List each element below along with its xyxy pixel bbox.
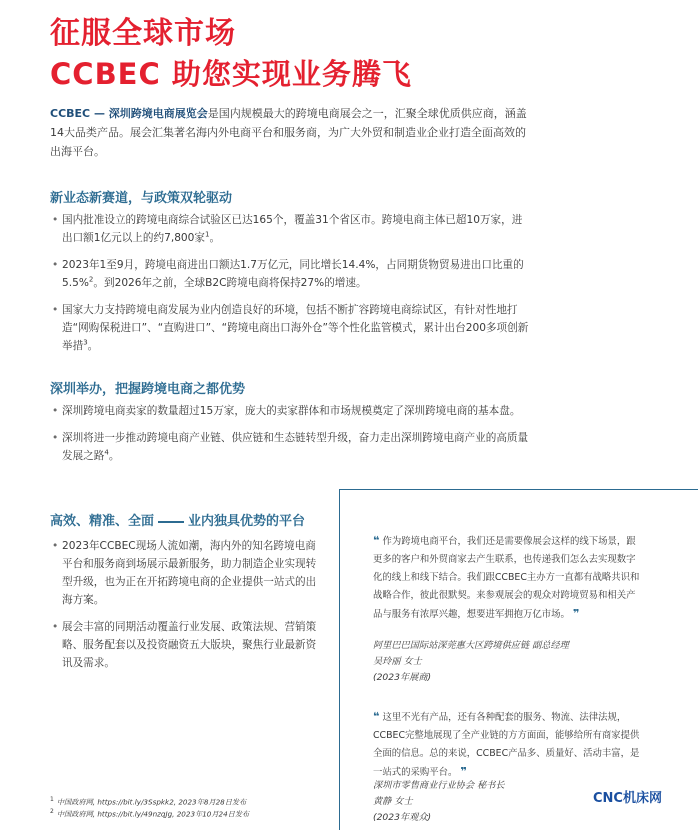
quote-open-icon: ❝ bbox=[373, 710, 380, 723]
testimonial-quote-1: ❝ 作为跨境电商平台，我们还是需要像展会这样的线下场景，跟更多的客户和外贸商家去产生联系，也传递我们怎么去实现数字化的线上和线下结合。我们跟CCBEC主办方一直都有战略共识和战略合作，彼此很默契。来参观展会的观众对跨境贸易和相关产品与服务有浓厚兴趣，想要进军拥抱万亿市场。 ❞ bbox=[373, 534, 640, 620]
section1-heading: 新业态新赛道，与政策双轮驱动 bbox=[50, 191, 233, 206]
list-item: • 国家大力支持跨境电商发展为业内创造良好的环境，包括不断扩容跨境电商综试区，有针对性地打造“网购保税进口”、“直购进口”、“跨境电商出口海外仓”等个性化监管模式，累计出台200多项创新举措$^3$。 bbox=[50, 301, 530, 355]
page-title-line1: 征服全球市场 bbox=[50, 16, 236, 51]
section3-heading bbox=[50, 510, 305, 529]
intro-lead: CCBEC — 深圳跨境电商展览会 bbox=[50, 107, 208, 120]
intro-text: 是国内规模最大的跨境电商展会之一，汇聚全球优质供应商，涵盖14大品类产品。展会汇集著名海内外电商平台和服务商，为广大外贸和制造业企业打造全面高效的出海平台。 bbox=[50, 107, 527, 158]
footnote-2: $^2$ 中国政府网, https://bit.ly/49nzqJg, 2023年10月24日发布 bbox=[50, 808, 250, 819]
quote-close-icon: ❞ bbox=[572, 607, 580, 620]
section2-list bbox=[50, 402, 530, 474]
list-item: • 2023年CCBEC现场人流如潮，海内外的知名跨境电商平台和服务商到场展示最新服务，助力制造企业实现转型升级，也为正在开拓跨境电商的企业提供一站式的出海方案。 bbox=[50, 537, 320, 609]
page-title-line2: CCBEC 助您实现业务腾飞 bbox=[50, 57, 412, 91]
section3-heading-left: 高效、精准、全面 bbox=[50, 514, 155, 529]
site-watermark: CNC机床网 bbox=[593, 791, 662, 806]
list-item: • 深圳将进一步推动跨境电商产业链、供应链和生态链转型升级，奋力走出深圳跨境电商产业的高质量发展之路$^4$。 bbox=[50, 429, 530, 465]
footnote-1: $^1$ 中国政府网, https://bit.ly/3Sspkk2, 2023年8月28日发布 bbox=[50, 796, 247, 807]
testimonial-attribution-2: 深圳市零售商业行业协会 秘书长 黄静 女士 (2023年观众) bbox=[373, 780, 505, 823]
quote-open-icon: ❝ bbox=[373, 534, 380, 547]
testimonial-attribution-1: 阿里巴巴国际站深莞惠大区跨境供应链 副总经理 吴玲丽 女士 (2023年展商) bbox=[373, 640, 569, 683]
section1-list bbox=[50, 211, 530, 364]
list-item: • 展会丰富的同期活动覆盖行业发展、政策法规、营销策略、服务配套以及投资融资五大版块，聚焦行业最新资讯及需求。 bbox=[50, 618, 320, 672]
list-item: • 深圳跨境电商卖家的数量超过15万家，庞大的卖家群体和市场规模奠定了深圳跨境电商的基本盘。 bbox=[50, 402, 530, 420]
section3-heading-right: 业内独具优势的平台 bbox=[188, 514, 306, 529]
section3-list bbox=[50, 537, 320, 681]
testimonial-quote-2: ❝ 这里不光有产品，还有各种配套的服务、物流、法律法规，CCBEC完整地展现了全产业链的方方面面，能够给所有商家提供全面的信息。总的来说，CCBEC产品多、质量好、活动丰富，是一站式的采购平台。 ❞ bbox=[373, 710, 640, 778]
intro-paragraph bbox=[50, 104, 530, 161]
quote-close-icon: ❞ bbox=[460, 765, 467, 778]
list-item: • 2023年1至9月，跨境电商进出口额达1.7万亿元，同比增长14.4%，占同期货物贸易进出口比重的5.5%$^2$。到2026年之前，全球B2C跨境电商将保持27%的增速。 bbox=[50, 256, 530, 292]
list-item: • 国内批准设立的跨境电商综合试验区已达165个，覆盖31个省区市。跨境电商主体已超10万家，进出口额1亿元以上的约7,800家$^1$。 bbox=[50, 211, 530, 247]
heading-dash bbox=[158, 521, 184, 523]
section2-heading: 深圳举办，把握跨境电商之都优势 bbox=[50, 382, 246, 397]
